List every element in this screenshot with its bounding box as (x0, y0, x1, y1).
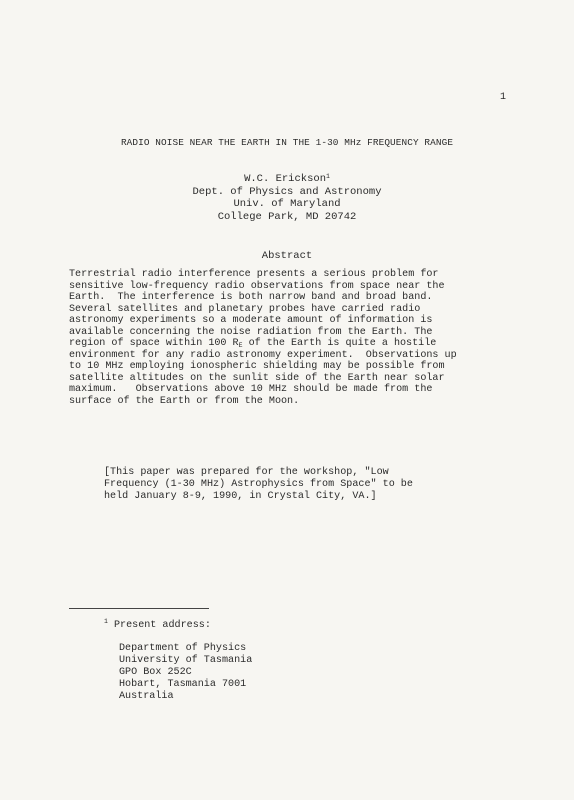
footnote-address (119, 643, 252, 703)
abstract-line: sensitive low-frequency radio observations from space near the (69, 280, 445, 292)
abstract-heading: Abstract (261, 250, 313, 262)
abstract-line-subscript (69, 338, 539, 350)
author-name-line (0, 173, 574, 186)
affiliation-line: Dept. of Physics and Astronomy (192, 185, 382, 198)
footnote-label (104, 620, 211, 631)
note-line: held January 8-9, 1990, in Crystal City, VA.] (104, 491, 377, 502)
address-line: Hobart, Tasmania 7001 (119, 679, 247, 690)
footnote-label-text: Present address: (113, 620, 211, 631)
footnote-mark: 1 (104, 618, 108, 625)
abstract-line: available concerning the noise radiation from the Earth. The (69, 326, 433, 338)
page-number: 1 (500, 92, 507, 103)
author-block (0, 173, 574, 223)
footnote-rule (69, 608, 209, 609)
abstract-line: environment for any radio astronomy experiment. Observations up (69, 349, 457, 361)
address-line: Australia (119, 691, 174, 702)
abstract-line: surface of the Earth or from the Moon. (69, 395, 300, 407)
affiliation-line: College Park, MD 20742 (217, 210, 357, 223)
abstract-line: satellite altitudes on the sunlit side of the Earth near solar (69, 372, 445, 384)
note-line: [This paper was prepared for the workshop, "Low (104, 467, 389, 478)
abstract-line: Earth. The interference is both narrow band and broad band. (69, 292, 433, 303)
abstract-line: Terrestrial radio interference presents a serious problem for (69, 269, 439, 280)
workshop-note (104, 467, 534, 503)
author-name: W.C. Erickson (244, 173, 326, 185)
paper-title: RADIO NOISE NEAR THE EARTH IN THE 1-30 MHz FREQUENCY RANGE (120, 137, 454, 148)
abstract-line: maximum. Observations above 10 MHz should be made from the (69, 384, 433, 395)
abstract-line: Several satellites and planetary probes have carried radio (69, 303, 421, 315)
affiliation-line: Univ. of Maryland (233, 198, 341, 210)
note-line: Frequency (1-30 MHz) Astrophysics from Space" to be (104, 479, 413, 490)
abstract-line-part: region of space within 100 R (69, 338, 239, 349)
earth-radius-subscript: E (238, 342, 243, 349)
abstract-line: astronomy experiments so a moderate amount of information is (69, 315, 433, 326)
address-line: University of Tasmania (119, 655, 253, 666)
address-line: Department of Physics (119, 643, 247, 654)
author-footnote-mark: 1 (326, 173, 330, 180)
abstract-line: to 10 MHz employing ionospheric shielding may be possible from (69, 361, 445, 372)
abstract-line-part: of the Earth is quite a hostile (242, 338, 437, 349)
address-line: GPO Box 252C (119, 667, 192, 678)
abstract-body (69, 269, 539, 407)
